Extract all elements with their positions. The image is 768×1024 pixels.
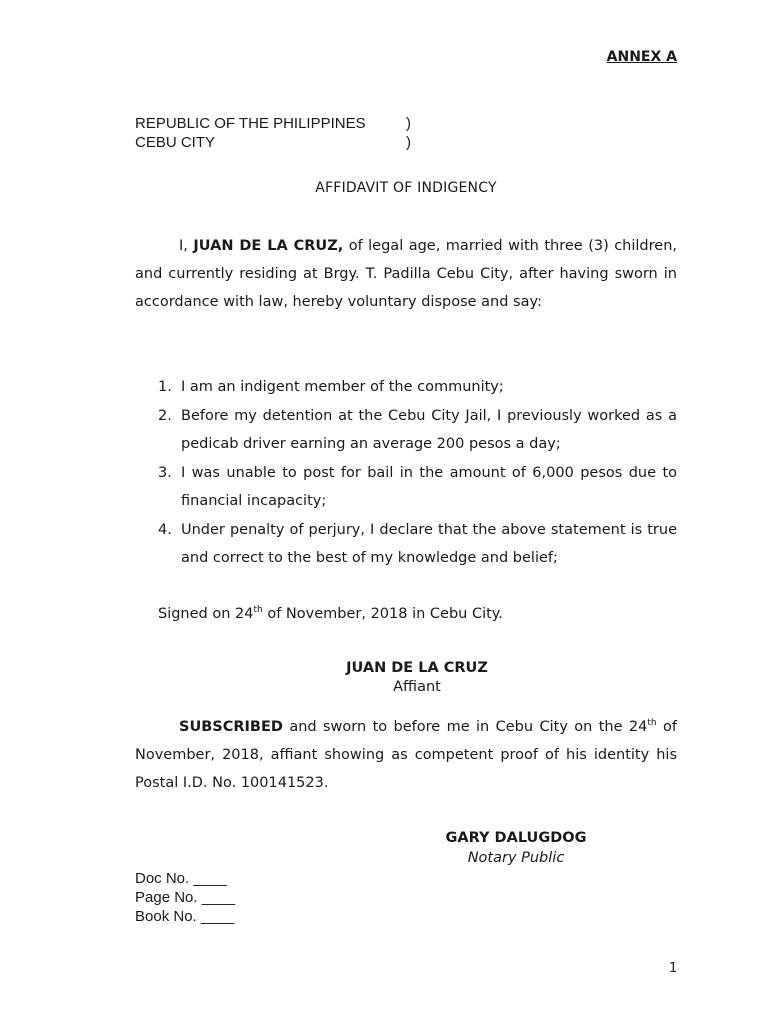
affiant-signature-name: JUAN DE LA CRUZ: [346, 660, 488, 676]
affiant-role: Affiant: [393, 679, 441, 695]
list-item: [135, 459, 677, 516]
list-text: Before my detention at the Cebu City Jail, I previously worked as a pedicab driver earning an average 200 pesos a day;: [181, 407, 677, 452]
jurat-paragraph: [135, 713, 677, 797]
list-text: I am an indigent member of the community;: [181, 379, 504, 395]
intro-lead: I,: [179, 238, 188, 254]
page-number-field: Page No. ____: [135, 889, 236, 906]
document-title: AFFIDAVIT OF INDIGENCY: [315, 180, 497, 196]
page-number: 1: [669, 961, 678, 976]
signed-sup: th: [253, 605, 263, 616]
caption-paren-2: ): [406, 134, 411, 151]
list-number: 2.: [158, 407, 172, 424]
caption-paren-1: ): [406, 115, 411, 132]
list-number: 3.: [158, 464, 172, 481]
list-text: I was unable to post for bail in the amount of 6,000 pesos due to financial incapacity;: [181, 464, 677, 509]
annex-label: ANNEX A: [606, 49, 677, 65]
signed-line: [158, 600, 503, 628]
jurat-text-1: and sworn to before me in Cebu City on the 24: [289, 719, 648, 735]
intro-paragraph: [135, 232, 677, 316]
intro-text: of legal age, married with three (3) children, and currently residing at Brgy. T. Padilla Cebu City, after having sworn in accordance with law, hereby voluntary dispose and say:: [135, 238, 677, 310]
caption-city: CEBU CITY: [135, 134, 216, 151]
notary-role: Notary Public: [467, 850, 565, 866]
list-item: [135, 402, 677, 459]
jurat-text-2: of November, 2018, affiant showing as competent proof of his identity his Postal I.D. No. 100141523.: [135, 719, 678, 791]
list-item: [135, 516, 677, 573]
list-item: [135, 373, 677, 402]
notary-name: GARY DALUGDOG: [445, 830, 587, 846]
caption-republic: REPUBLIC OF THE PHILIPPINES: [135, 115, 366, 132]
list-text: Under penalty of perjury, I declare that the above statement is true and correct to the best of my knowledge and belief;: [181, 521, 677, 566]
statements-list: [135, 373, 677, 573]
doc-number: Doc No. ____: [135, 870, 227, 887]
list-number: 1.: [158, 379, 172, 395]
list-number: 4.: [158, 521, 172, 538]
signed-prefix: Signed on 24: [158, 606, 254, 622]
jurat-sup: th: [647, 718, 657, 729]
affiant-name-inline: JUAN DE LA CRUZ,: [193, 238, 344, 254]
book-number: Book No. ____: [135, 908, 235, 925]
jurat-bold: SUBSCRIBED: [179, 719, 283, 735]
signed-suffix: of November, 2018 in Cebu City.: [267, 606, 503, 622]
